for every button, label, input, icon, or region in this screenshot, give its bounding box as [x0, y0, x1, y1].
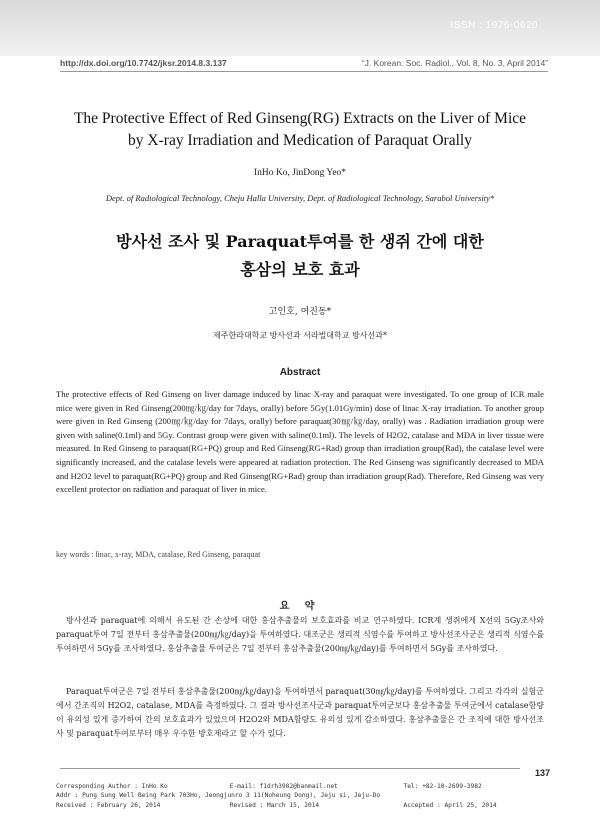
authors-en: InHo Ko, JinDong Yeo*: [253, 168, 347, 178]
affiliation-en: Dept. of Radiological Technology, Cheju Halla University, Dept. of Radiological Technology, Sarabol University*: [105, 193, 495, 203]
abstract-heading: Abstract: [279, 367, 321, 378]
title-ko-line2: 홍삼의 보호 효과: [240, 260, 360, 279]
footer-divider: [60, 768, 520, 769]
journal-citation: “J. Korean. Soc. Radiol., Vol. 8, No. 3, April 2014”: [361, 58, 548, 68]
summary-ko-para1: 방사선과 paraquat에 의해서 유도된 간 손상에 대한 홍삼추출물의 보호효과를 비교 연구하였다. ICR계 생쥐에게 X선의 5Gy조사와 paraquat투여 7일 전부터 홍삼추출물(200㎎/㎏/day)을 투여하였다. 대조군은 생리적 식염수를 투여하고 방사선조사군은 생리적 식염수를 투여하면서 5Gy를 조사하였다. 홍삼추출물 투여군은 7일 전부터 홍삼추출물(200㎎/㎏/day)를 투여하면서 5Gy를 조사하였다.: [56, 616, 544, 653]
title-en-line2: by X-ray Irradiation and Medication of Paraquat Orally: [128, 132, 472, 149]
doi-link[interactable]: http://dx.doi.org/10.7742/jksr.2014.8.3.137: [60, 58, 227, 68]
footer-address: Addr : Pung Sung Well Being Park 703Ho, Jeongjunro 3 11(Noheung Dong), Jeju si, Jeju-Do: [56, 792, 381, 800]
summary-ko-para2: Paraquat투여군은 7일 전부터 홍삼추출물(200㎎/㎏/day)을 투여하면서 paraquat(30㎎/㎏/day)를 투여하였다. 그리고 각각의 실험군에서 간조직의 H2O2, catalase, MDA를 측정하였다. 그 결과 방사선조사군과 paraquat투여군보다 홍삼추출물 투여군에서 catalase함량이 유의성 있게 증가하여 간의 보호효과가 있었으며 H2O2와 MDA함량도 유의성 있게 감소하였다. 홍삼추출물은 간 조직에 대한 방사선조사 및 paraquat투여로부터 매우 우수한 방호제라고 할 수가 있다.: [56, 687, 544, 738]
received-date: Received : February 26, 2014: [56, 801, 161, 809]
footer-info: [56, 782, 536, 810]
title-ko: [60, 228, 540, 284]
footer-tel: Tel: +82-10-2699-3982: [403, 783, 482, 790]
title-en: [40, 108, 560, 152]
corresponding-author: Corresponding Author : InHo Ko: [56, 783, 168, 790]
affiliation-ko: 제주한라대학교 방사선과 서라벌대학교 방사선과*: [213, 331, 387, 340]
revised-date: Revised : March 15, 2014: [229, 801, 320, 809]
authors-ko: 고인호, 여진동*: [268, 307, 332, 317]
keywords: key words : linac, x-ray, MDA, catalase, Red Ginseng, paraquat: [56, 550, 261, 559]
page-number: 137: [534, 768, 550, 778]
title-en-line1: The Protective Effect of Red Ginseng(RG) Extracts on the Liver of Mice: [73, 110, 527, 127]
footer-email[interactable]: E-mail: f1drh3982@hanmail.net: [229, 783, 338, 790]
issn-label: ISSN : 1976-0620: [450, 20, 538, 31]
title-ko-line1: 방사선 조사 및 Paraquat투여를 한 생쥐 간에 대한: [116, 232, 484, 251]
header-divider: [60, 71, 548, 72]
abstract-text: The protective effects of Red Ginseng on liver damage induced by linac X-ray and paraquat were investigated. To one group of ICR male mice were given in Red Ginseng(200㎎/㎏/day for 7days, orally) before 5Gy(1.01Gy/min) dose of linac X-ray irradiation. To another group were given in Red Ginseng (200㎎/㎏/day for 7days, orally) before paraquat(30㎎/㎏/day, orally) was . Radiation irradiation group were given with saline(0.1ml) and 5Gy. Contrast group were given with saline(0.1ml). The levels of H2O2, catalase and MDA in liver tissue were measured. In Red Ginseng to paraquat(RG+PQ) group and Red Ginseng(RG+Rad) group than irradiation group(Rad), the catalase level were significantly increased, and the catalase levels were appeared at radiation protection. The Red Ginseng was significantly decreased to MDA and H2O2 level to paraquat(RG+PQ) group and Red Ginseng(RG+Rad) group than irradiation group(Rad). Therefore, Red Ginseng was very excellent protector on radiation and paraquat of liver in mice.: [56, 389, 544, 495]
summary-ko-heading: 요 약: [279, 601, 321, 612]
top-banner: [0, 0, 600, 56]
accepted-date: Accepted : April 25, 2014: [403, 801, 497, 809]
